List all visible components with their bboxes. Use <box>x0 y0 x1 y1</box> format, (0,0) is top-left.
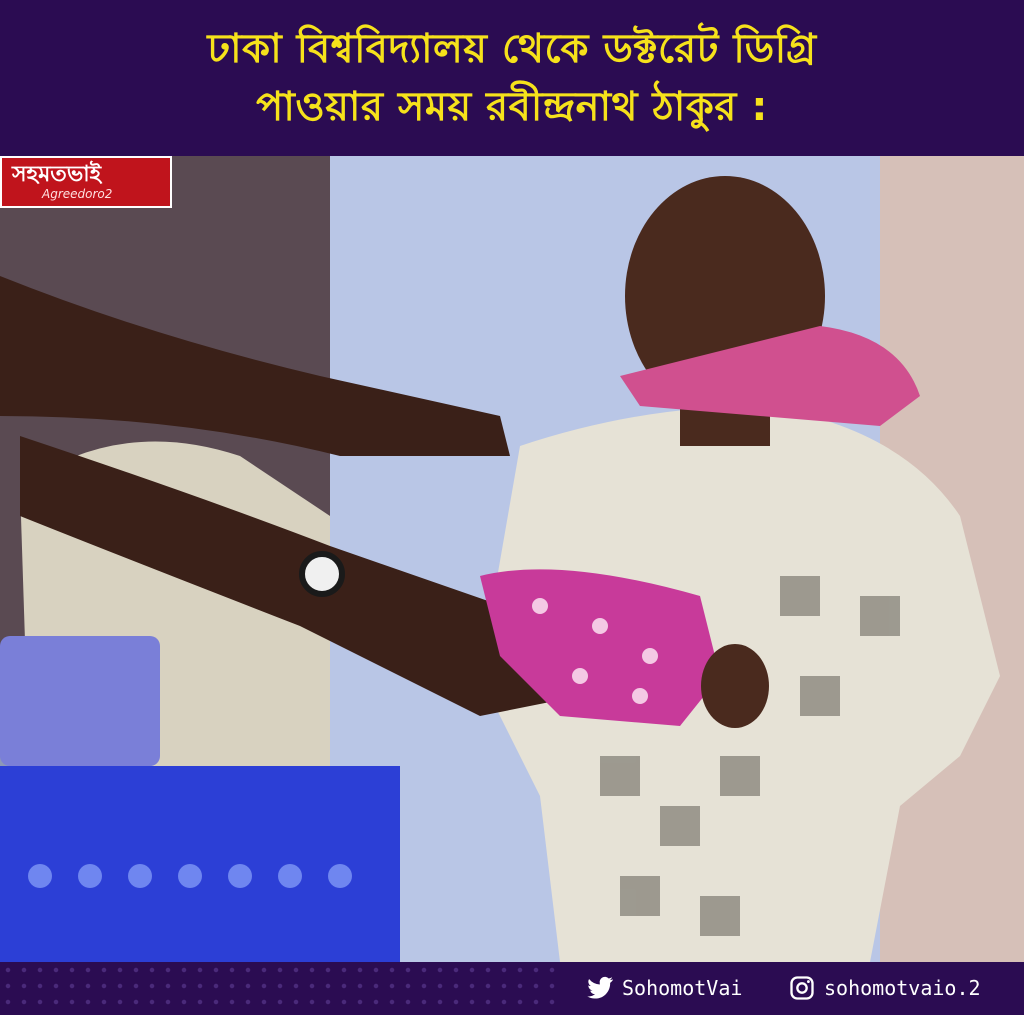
twitter-handle: SohomotVai <box>622 976 743 1000</box>
footer-banner <box>0 962 1024 1015</box>
logo-sub-text: Agreedoro2 <box>42 187 113 201</box>
header-banner <box>0 0 1024 156</box>
instagram-link[interactable] <box>788 972 981 1004</box>
logo-main-text: সহমতভাই <box>12 162 102 187</box>
photo-illustration <box>0 156 1024 962</box>
twitter-link[interactable] <box>586 972 742 1004</box>
instagram-icon <box>788 974 816 1002</box>
headline-line-2: পাওয়ার সময় রবীন্দ্রনাথ ঠাকুর : <box>256 84 768 130</box>
instagram-handle: sohomotvaio.2 <box>824 976 981 1000</box>
sohomot-vai-logo <box>0 156 172 208</box>
footer-dot-pattern <box>0 962 560 1015</box>
twitter-icon <box>586 974 614 1002</box>
photo <box>0 156 1024 962</box>
headline-line-1: ঢাকা বিশ্ববিদ্যালয় থেকে ডক্টরেট ডিগ্রি <box>207 26 817 72</box>
